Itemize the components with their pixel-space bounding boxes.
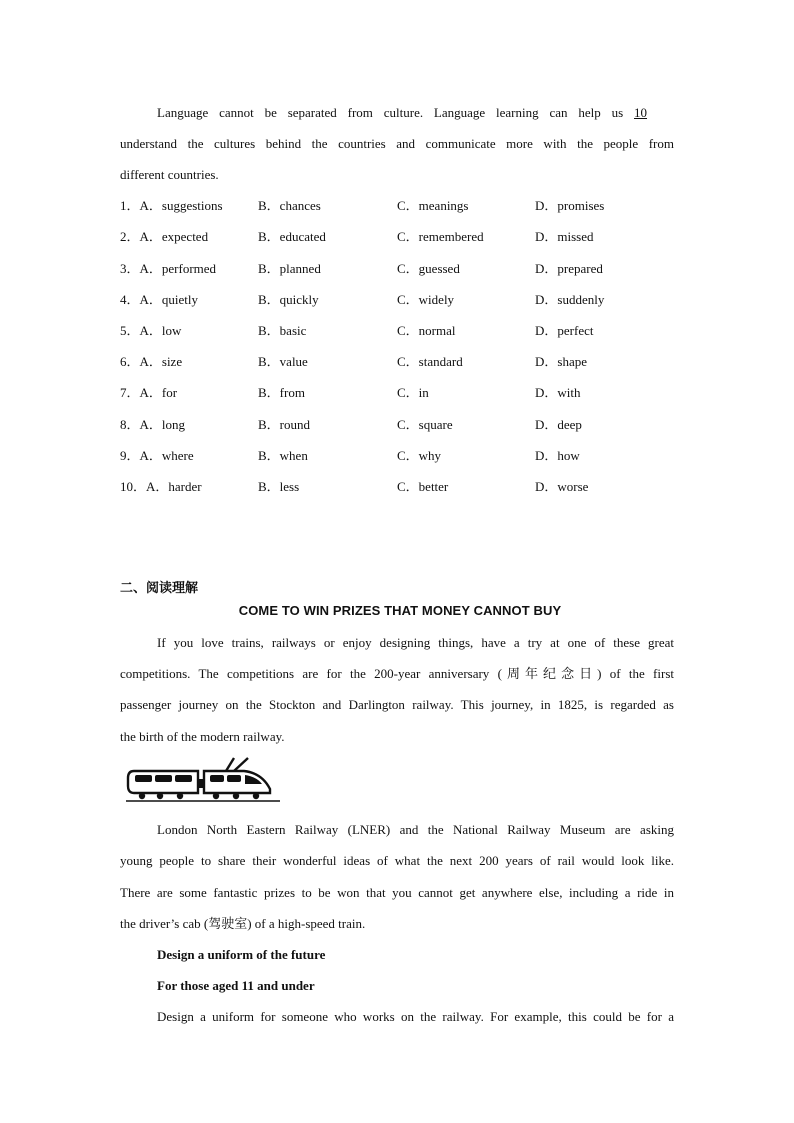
option-c: C．better xyxy=(397,479,449,494)
paragraph-line: There are some fantastic prizes to be won that you cannot get anywhere else, including a ride in xyxy=(120,885,674,900)
article-title: COME TO WIN PRIZES THAT MONEY CANNOT BUY xyxy=(238,603,562,618)
option-row xyxy=(120,448,680,464)
option-a: 2．A．expected xyxy=(120,229,209,244)
option-c: C．standard xyxy=(397,354,463,369)
option-row xyxy=(120,385,680,401)
option-row xyxy=(120,292,680,308)
option-a: 10．A．harder xyxy=(120,479,202,494)
option-row xyxy=(120,479,680,495)
option-d: D．with xyxy=(535,385,581,400)
option-d: D．deep xyxy=(535,417,582,432)
paragraph-line: the birth of the modern railway. xyxy=(120,729,285,744)
option-d: D．perfect xyxy=(535,323,594,338)
option-b: B．from xyxy=(258,385,305,400)
paragraph-line: London North Eastern Railway (LNER) and the National Railway Museum are asking xyxy=(157,822,674,837)
option-c: C．remembered xyxy=(397,229,484,244)
option-row xyxy=(120,417,680,433)
option-c: C．normal xyxy=(397,323,456,338)
train-illustration xyxy=(124,755,284,805)
passage-text: Language cannot be separated from culture. Language learning can help us xyxy=(157,105,624,120)
option-a: 9．A．where xyxy=(120,448,194,463)
option-b: B．basic xyxy=(258,323,307,338)
passage-line-3: different countries. xyxy=(120,167,219,182)
option-a: 6．A．size xyxy=(120,354,183,369)
option-b: B．educated xyxy=(258,229,326,244)
passage-line-2: understand the cultures behind the countries and communicate more with the people from xyxy=(120,136,674,151)
paragraph-line: the driver’s cab (驾驶室) of a high-speed train. xyxy=(120,916,366,931)
option-d: D．how xyxy=(535,448,580,463)
option-c: C．guessed xyxy=(397,261,460,276)
option-a: 8．A．long xyxy=(120,417,186,432)
option-b: B．quickly xyxy=(258,292,319,307)
paragraph-line: Design a uniform for someone who works on the railway. For example, this could be for a xyxy=(157,1009,674,1024)
option-row xyxy=(120,198,680,214)
paragraph-line: young people to share their wonderful ideas of what the next 200 years of rail would look like. xyxy=(120,853,674,868)
option-a: 3．A．performed xyxy=(120,261,217,276)
option-row xyxy=(120,261,680,277)
option-b: B．when xyxy=(258,448,308,463)
option-d: D．missed xyxy=(535,229,594,244)
option-row xyxy=(120,323,680,339)
option-b: B．less xyxy=(258,479,300,494)
subheading: For those aged 11 and under xyxy=(157,978,315,993)
option-c: C．why xyxy=(397,448,442,463)
option-b: B．round xyxy=(258,417,311,432)
option-d: D．shape xyxy=(535,354,587,369)
option-d: D．suddenly xyxy=(535,292,605,307)
section-heading: 二、阅读理解 xyxy=(120,581,199,596)
subheading: Design a uniform of the future xyxy=(157,947,326,962)
option-row xyxy=(120,354,680,370)
option-b: B．value xyxy=(258,354,308,369)
passage-line-1 xyxy=(157,105,674,121)
option-a: 7．A．for xyxy=(120,385,178,400)
option-b: B．chances xyxy=(258,198,321,213)
paragraph-line: competitions. The competitions are for the 200-year anniversary (周年纪念日) of the first xyxy=(120,666,674,681)
option-c: C．widely xyxy=(397,292,455,307)
option-a: 1．A．suggestions xyxy=(120,198,223,213)
option-c: C．meanings xyxy=(397,198,469,213)
paragraph-line: passenger journey on the Stockton and Darlington railway. This journey, in 1825, is regarded as xyxy=(120,697,674,712)
option-row xyxy=(120,229,680,245)
paragraph-line: If you love trains, railways or enjoy designing things, have a try at one of these great xyxy=(157,635,674,650)
option-d: D．worse xyxy=(535,479,589,494)
option-a: 4．A．quietly xyxy=(120,292,198,307)
option-c: C．square xyxy=(397,417,453,432)
option-b: B．planned xyxy=(258,261,321,276)
option-a: 5．A．low xyxy=(120,323,182,338)
blank-10: 10 xyxy=(634,105,648,120)
option-c: C．in xyxy=(397,385,429,400)
option-d: D．prepared xyxy=(535,261,603,276)
option-d: D．promises xyxy=(535,198,605,213)
